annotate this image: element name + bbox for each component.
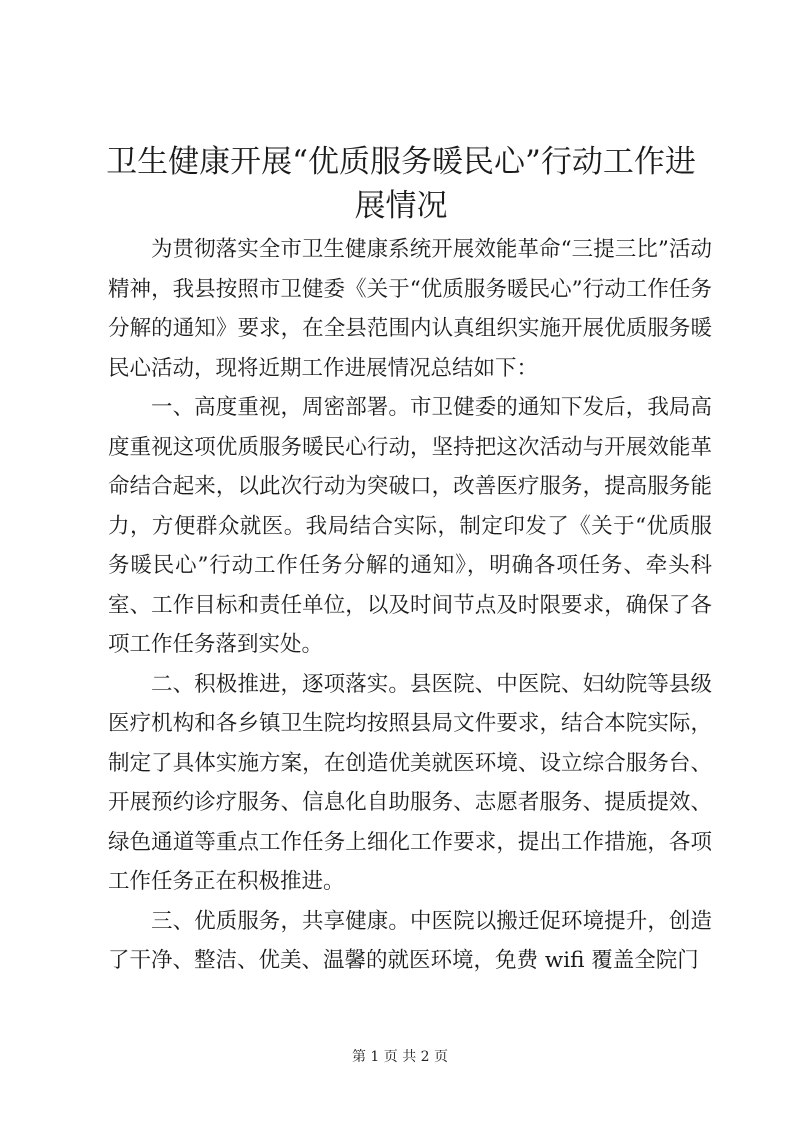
document-body (108, 230, 712, 981)
page-number-footer: 第 1 页 共 2 页 (351, 1049, 449, 1065)
paragraph-intro: 为贯彻落实全市卫生健康系统开展效能革命“三提三比”活动精神，我县按照市卫健委《关于“优质服务暖民心”行动工作任务分解的通知》要求，在全县范围内认真组织实施开展优质服务暖民心活动，现将近期工作进展情况总结如下： (108, 237, 712, 381)
paragraph-section-2: 二、积极推进，逐项落实。县医院、中医院、妇幼院等县级医疗机构和各乡镇卫生院均按照县局文件要求，结合本院实际，制定了具体实施方案，在创造优美就医环境、设立综合服务台、开展预约诊疗服务、信息化自助服务、志愿者服务、提质提效、绿色通道等重点工作任务上细化工作要求，提出工作措施，各项工作任务正在积极推进。 (108, 671, 712, 894)
document-title: 卫生健康开展“优质服务暖民心”行动工作进展情况 (106, 144, 696, 224)
paragraph-section-3: 三、优质服务，共享健康。中医院以搬迁促环境提升，创造了干净、整洁、优美、温馨的就医环境，免费 wifi 覆盖全院门 (108, 908, 712, 973)
paragraph-section-1: 一、高度重视，周密部署。市卫健委的通知下发后，我局高度重视这项优质服务暖民心行动，坚持把这次活动与开展效能革命结合起来，以此次行动为突破口，改善医疗服务，提高服务能力，方便群众就医。我局结合实际，制定印发了《关于“优质服务暖民心”行动工作任务分解的通知》，明确各项任务、牵头科室、工作目标和责任单位，以及时间节点及时限要求，确保了各项工作任务落到实处。 (108, 395, 712, 657)
